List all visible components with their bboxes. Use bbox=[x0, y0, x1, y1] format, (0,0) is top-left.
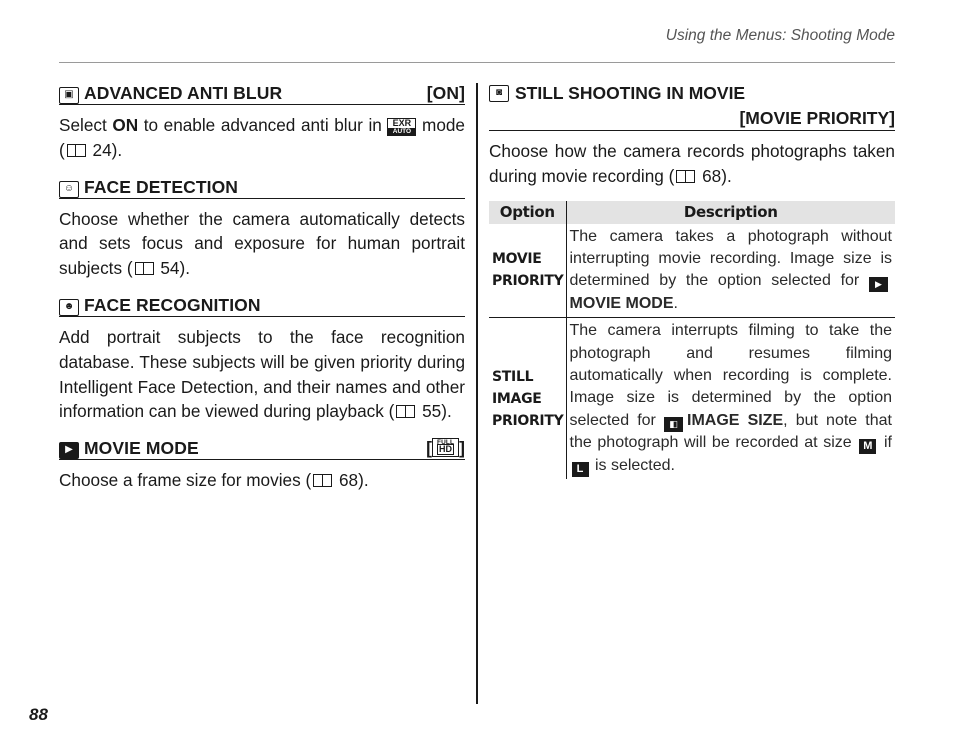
section-heading-face-recognition bbox=[59, 294, 465, 317]
image-size-icon: ◧ bbox=[664, 417, 683, 432]
face-detection-icon: ☺ bbox=[59, 181, 79, 198]
page-reference-icon bbox=[67, 144, 86, 157]
left-column bbox=[59, 82, 465, 493]
column-header-option: Option bbox=[489, 201, 566, 224]
page-reference: 24 bbox=[92, 139, 112, 160]
section-title: ADVANCED ANTI BLUR bbox=[84, 83, 283, 103]
page-reference: 68 bbox=[702, 165, 722, 186]
page-reference-icon bbox=[135, 262, 154, 275]
column-divider bbox=[476, 83, 478, 704]
section-text-face-recognition: Add portrait subjects to the face recognition database. These subjects will be given priority during Intelligent Face Detection, and their names and other information can be viewed during playback ( 55). bbox=[59, 326, 465, 422]
page-number: 88 bbox=[29, 705, 48, 724]
full-hd-icon: FULL HD bbox=[432, 438, 459, 457]
section-title: MOVIE MODE bbox=[84, 438, 199, 459]
face-recognition-icon: ☻ bbox=[59, 299, 79, 316]
section-text-still-shooting: Choose how the camera records photographs taken during movie recording ( 68). bbox=[489, 141, 895, 186]
options-table bbox=[489, 201, 895, 479]
option-name: STILL IMAGE PRIORITY bbox=[489, 318, 566, 479]
section-heading-advanced-anti-blur bbox=[59, 82, 465, 105]
option-name: MOVIE PRIORITY bbox=[489, 224, 566, 318]
movie-camera-icon: ▶ bbox=[59, 442, 79, 459]
section-text-movie-mode: Choose a frame size for movies ( 68). bbox=[59, 470, 369, 491]
section-text-face-detection: Choose whether the camera automatically detects and sets focus and exposure for human portrait subjects ( 54). bbox=[59, 208, 465, 279]
table-row bbox=[489, 224, 895, 318]
page-reference: 55 bbox=[422, 401, 442, 422]
page-reference-icon bbox=[676, 170, 695, 183]
running-head: Using the Menus: Shooting Mode bbox=[665, 27, 895, 44]
section-heading-still-shooting-in-movie bbox=[489, 82, 895, 131]
header-rule bbox=[59, 62, 895, 63]
section-heading-movie-mode bbox=[59, 437, 465, 460]
page-reference-icon bbox=[313, 474, 332, 487]
page-reference: 54 bbox=[160, 258, 180, 279]
size-m-icon: M bbox=[859, 439, 876, 454]
right-column bbox=[489, 82, 895, 479]
size-l-icon: L bbox=[572, 462, 589, 477]
movie-camera-icon: ▶ bbox=[869, 277, 888, 292]
option-description: The camera takes a photograph without interrupting movie recording. Image size is determined by the option selected for ▶MOVIE MODE. bbox=[566, 224, 895, 318]
table-header-row bbox=[489, 201, 895, 224]
section-title: STILL SHOOTING IN MOVIE bbox=[515, 83, 746, 103]
default-setting: [ON] bbox=[426, 83, 465, 103]
page-reference: 68 bbox=[338, 470, 359, 491]
still-in-movie-icon: ◙ bbox=[489, 85, 509, 102]
column-header-description: Description bbox=[566, 201, 895, 224]
section-title: FACE DETECTION bbox=[84, 176, 239, 197]
camera-shake-icon: ▣ bbox=[59, 87, 79, 104]
default-setting: [MOVIE PRIORITY] bbox=[489, 105, 895, 131]
section-title: FACE RECOGNITION bbox=[84, 294, 261, 315]
option-description: The camera interrupts filming to take the photograph and resumes filming automatically when recording is complete. Image size is determined by the option selected for ◧ IMAGE SIZE, but note that the photograph will be recorded at size M if L is selected. bbox=[569, 322, 892, 475]
page-reference-icon bbox=[396, 405, 415, 418]
section-text-advanced-anti-blur: Select ON to enable advanced anti blur in EXR AUTO mode ( 24). bbox=[59, 115, 465, 160]
exr-auto-icon: EXR AUTO bbox=[387, 118, 416, 136]
table-row bbox=[489, 318, 895, 479]
section-heading-face-detection bbox=[59, 176, 465, 199]
on-option: ON bbox=[112, 115, 139, 135]
default-setting: [ FULL HD ] bbox=[426, 438, 465, 459]
